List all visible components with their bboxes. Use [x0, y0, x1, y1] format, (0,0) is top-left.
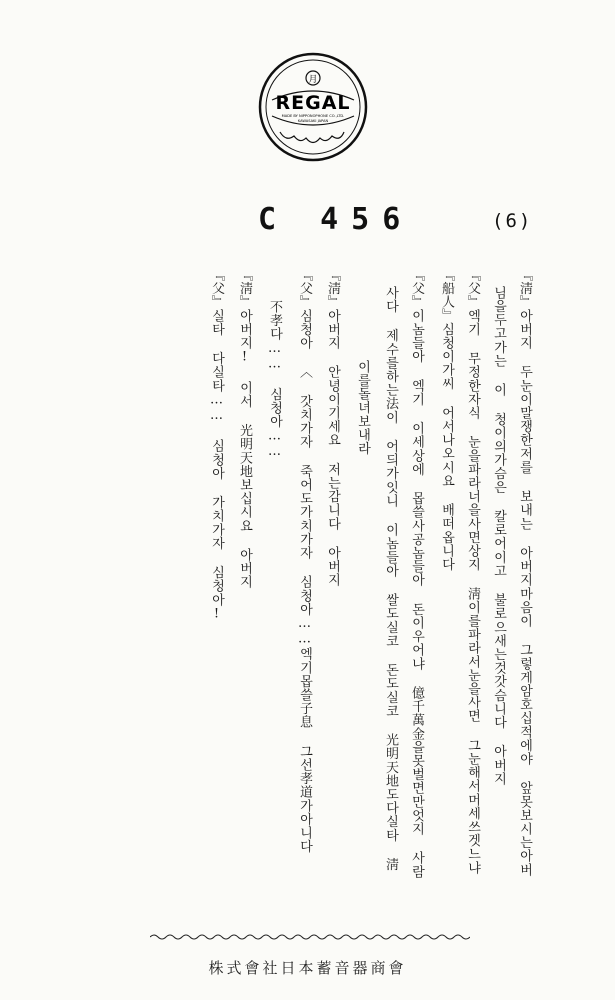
lyric-text: 사다 제수를하는法이 어듸가잇니 이놈들아 쌀도실코 돈도실코 光明天地도다실타 淸	[383, 286, 398, 872]
lyric-text: 실타 다실타…… 심청아 가치가자 심청아!	[209, 308, 224, 623]
catalog-number: C 456	[258, 202, 414, 237]
lyric-text: 심청이가씨 어서나오시요 배떠옵니다	[439, 322, 454, 572]
lyric-column	[410, 268, 423, 878]
logo-brand: REGAL	[275, 92, 351, 114]
logo-mark: 月	[308, 75, 318, 85]
lyric-text: 아버지 두눈이말쟁한저를 보내는 아버지마음이 그렇게암호십적에야 앞못보시는아버	[517, 308, 532, 877]
lyric-text: 이를돌녀보내라	[355, 360, 370, 456]
speaker-label: 『父』	[409, 268, 424, 309]
lyric-column	[356, 360, 369, 455]
logo-tagline-2: KAWASAKI JAPAN	[297, 119, 329, 123]
lyric-column	[268, 300, 281, 460]
lyric-text: 이놈들아 엑기 이세상에 몹쓸사공놈들아 돈이우어냐 億千萬金을못벌면만엇지 사람	[409, 308, 424, 879]
lyric-column	[326, 268, 339, 587]
lyric-column	[466, 268, 479, 874]
lyric-column	[440, 268, 453, 571]
speaker-label: 『淸』	[325, 268, 340, 309]
lyric-text: 아버지! 이서 光明天地보십시요 아버지	[237, 308, 252, 589]
regal-label-logo	[258, 52, 368, 162]
lyric-column	[384, 286, 397, 871]
publisher-name: 株式會社日本蓄音器商會	[208, 959, 407, 977]
lyric-column	[210, 268, 223, 622]
lyric-column	[518, 268, 531, 876]
speaker-label: 『父』	[465, 268, 480, 309]
speaker-label: 『淸』	[517, 268, 532, 309]
page-number: (6)	[492, 210, 533, 232]
lyric-text: 不孝다…… 심청아……	[267, 300, 282, 460]
lyric-column	[238, 268, 251, 589]
logo-tagline-1: MADE BY NIPPONOPHONE CO.,LTD.	[281, 114, 345, 118]
speaker-label: 『父』	[209, 268, 224, 309]
lyric-text: 아버지 안녕이기세요 저는감니다 아버지	[325, 308, 340, 587]
speaker-label: 『船人』	[439, 268, 454, 323]
lyric-column	[298, 268, 311, 853]
lyric-column	[492, 286, 505, 786]
speaker-label: 『父』	[297, 268, 312, 309]
wavy-divider	[150, 932, 470, 942]
lyric-text: 님을두고가는 이 청이의가슴은 칼로어이고 불로으새는것갓슴니다 아버지	[491, 286, 506, 786]
lyric-text: 엑기 무정한자식 눈을파라너을사면상지 淸이를파라서눈을사면 그눈해서머세쓰겟느냐	[465, 308, 480, 875]
lyric-text: 심청아 〈 갓치가자 죽어도가치가자 심청아……엑기몹쓸子息 그선孝道가아니다	[297, 308, 312, 854]
speaker-label: 『淸』	[237, 268, 252, 309]
